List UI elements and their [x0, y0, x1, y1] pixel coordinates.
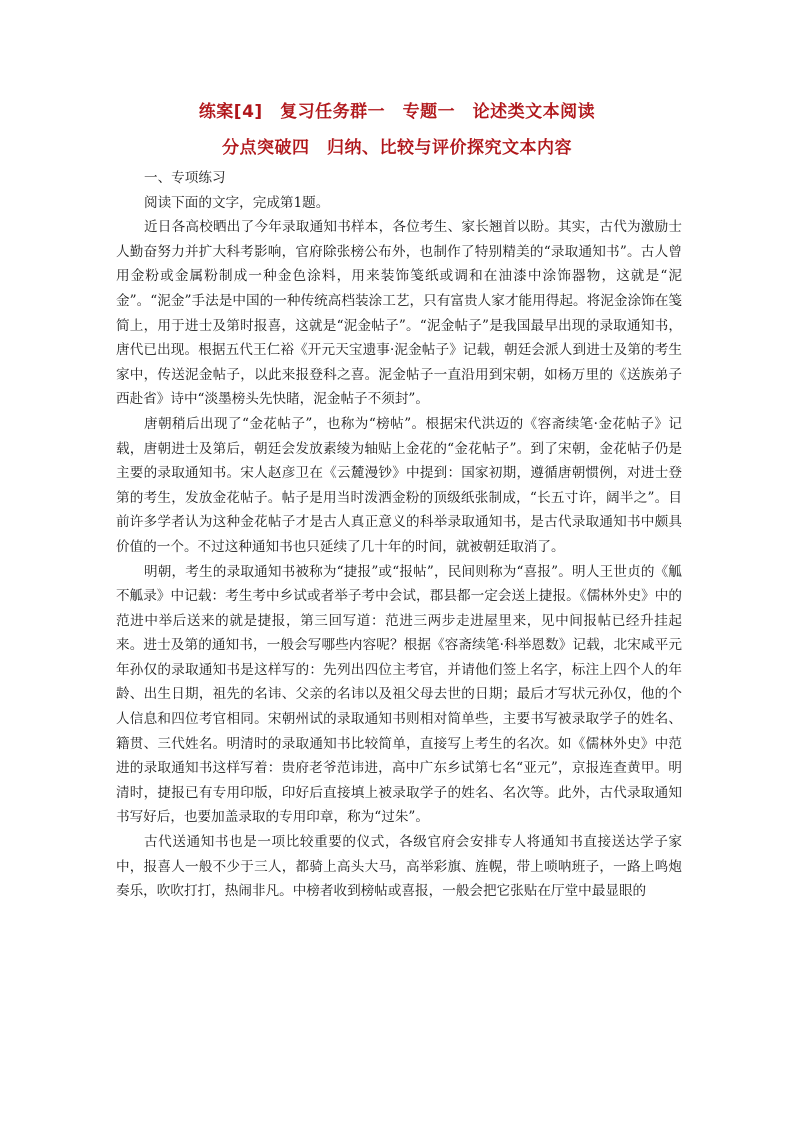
page-title: 练案[4] 复习任务群一 专题一 论述类文本阅读 — [198, 102, 596, 122]
document-body — [116, 166, 682, 904]
instruction-text: 阅读下面的文字，完成第1题。 — [144, 194, 330, 211]
paragraph-4: 古代送通知书也是一项比较重要的仪式，各级官府会安排专人将通知书直接送达学子家中，报喜人一般不少于三人，都骑上高头大马，高举彩旗、旌幌，带上唢呐班子，一路上鸣炮奏乐，吹吹打打，热闹非凡。中榜者收到榜帖或喜报，一般会把它张贴在厅堂中最显眼的 — [116, 834, 682, 900]
paragraph-3: 明朝，考生的录取通知书被称为“捷报”或“报帖”，民间则称为“喜报”。明人王世贞的《觚不觚录》中记载：考生考中乡试或者举子考中会试，郡县都一定会送上捷报。《儒林外史》中的范进中举后送来的就是捷报，第三回写道：范进三两步走进屋里来，见中间报帖已经升挂起来。进士及第的通知书，一般会写哪些内容呢？根据《容斋续笔·科举恩数》记载，北宋咸平元年孙仅的录取通知书是这样写的：先列出四位主考官，并请他们签上名字，标注上四个人的年龄、出生日期，祖先的名讳、父亲的名讳以及祖父母去世的日期；最后才写状元孙仅，他的个人信息和四位考官相同。宋朝州试的录取通知书则相对简单些，主要书写被录取学子的姓名、籍贯、三代姓名。明清时的录取通知书比较简单，直接写上考生的名次。如《儒林外史》中范进的录取通知书这样写着：贵府老爷范讳进，高中广东乡试第七名“亚元”，京报连查黄甲。明清时，捷报已有专用印版，印好后直接填上被录取学子的姓名、名次等。此外，古代录取通知书写好后，也要加盖录取的专用印章，称为“过朱”。 — [116, 563, 682, 826]
section-label: 一、专项练习 — [144, 170, 226, 186]
paragraph-1: 近日各高校晒出了今年录取通知书样本，各位考生、家长翘首以盼。其实，古代为激励士人勤奋努力并扩大科考影响，官府除张榜公布外，也制作了特别精美的“录取通知书”。古人曾用金粉或金属粉制成一种金色涂料，用来装饰笺纸或调和在油漆中涂饰器物，这就是“泥金”。“泥金”手法是中国的一种传统高档装涂工艺，只有富贵人家才能用得起。将泥金涂饰在笺简上，用于进士及第时报喜，这就是“泥金帖子”。“泥金帖子”是我国最早出现的录取通知书，唐代已出现。根据五代王仁裕《开元天宝遗事·泥金帖子》记载，朝廷会派人到进士及第的考生家中，传送泥金帖子，以此来报登科之喜。泥金帖子一直沿用到宋朝，如杨万里的《送族弟子西赴省》诗中“淡墨榜头先快睹，泥金帖子不须封”。 — [116, 219, 682, 408]
page-subtitle: 分点突破四 归纳、比较与评价探究文本内容 — [222, 138, 572, 158]
paragraph-2: 唐朝稍后出现了“金花帖子”，也称为“榜帖”。根据宋代洪迈的《容斋续笔·金花帖子》记载，唐朝进士及第后，朝廷会发放素绫为轴贴上金花的“金花帖子”。到了宋朝，金花帖子仍是主要的录取通知书。宋人赵彦卫在《云麓漫钞》中提到：国家初期，遵循唐朝惯例，对进士登第的考生，发放金花帖子。帖子是用当时泼洒金粉的顶级纸张制成，“长五寸许，阔半之”。目前许多学者认为这种金花帖子才是古人真正意义的科举录取通知书，是古代录取通知书中颇具价值的一个。不过这种通知书也只延续了几十年的时间，就被朝廷取消了。 — [116, 415, 682, 555]
